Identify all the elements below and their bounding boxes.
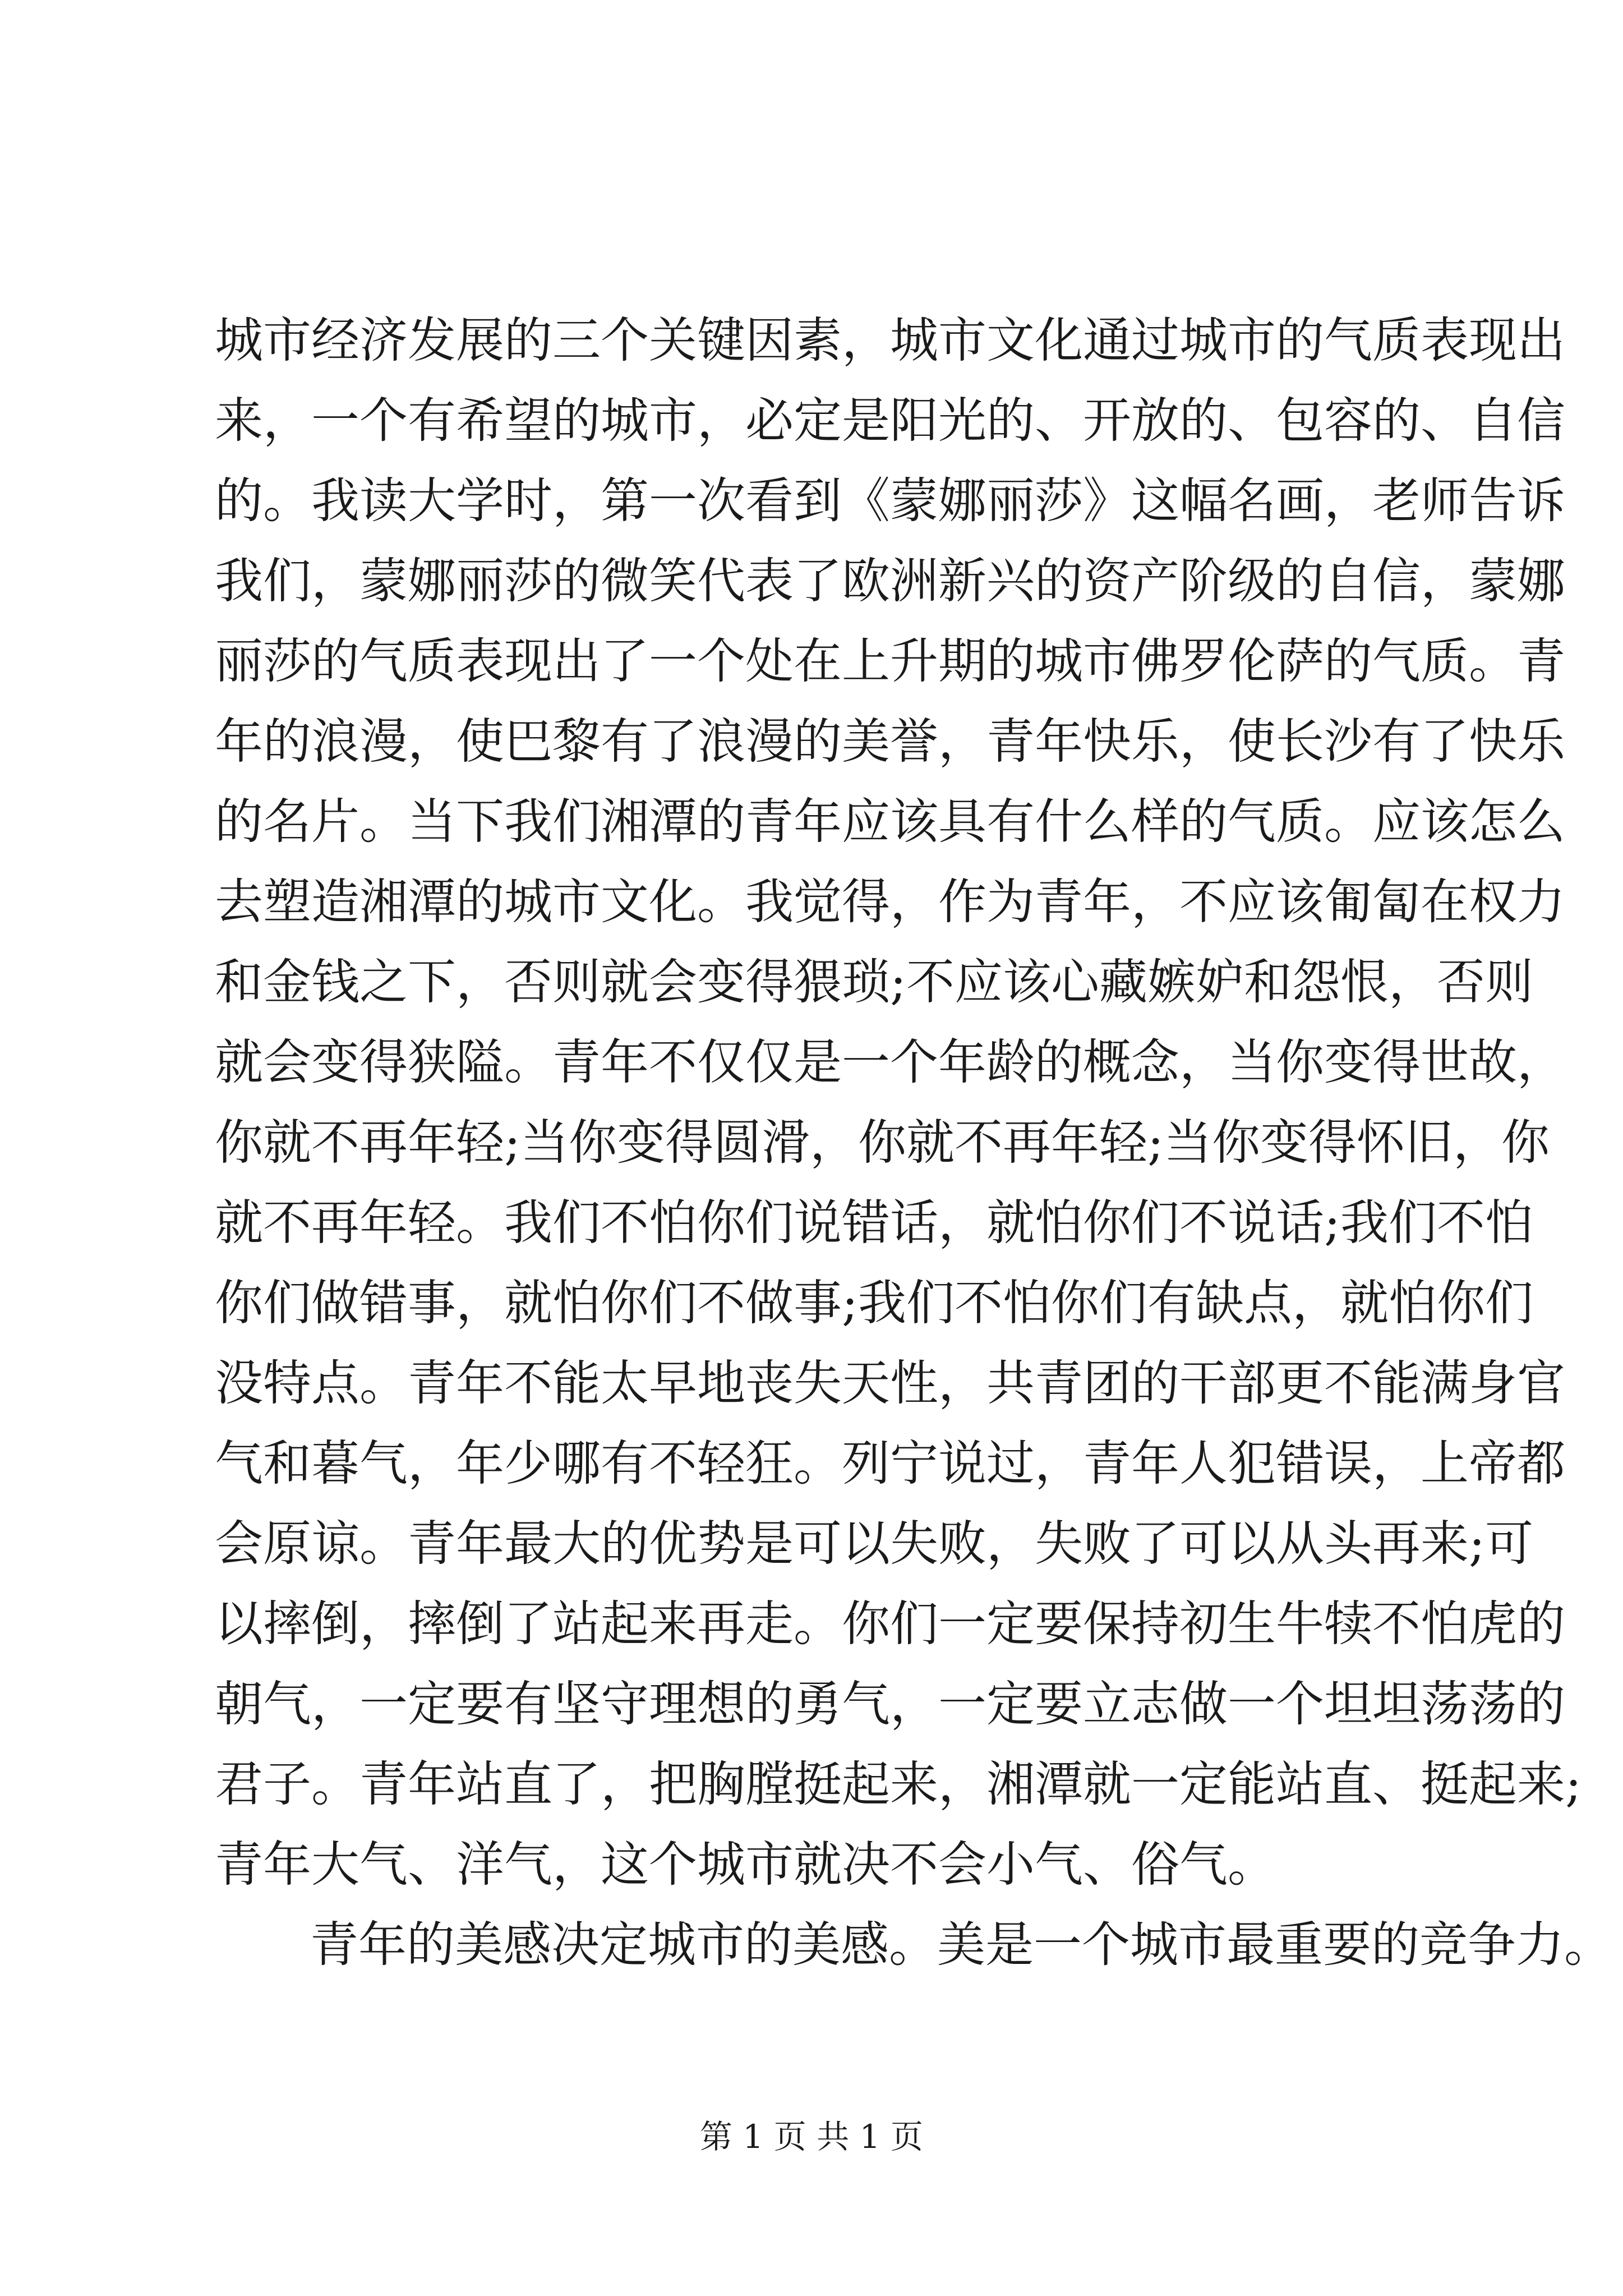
- text-line: 的。我读大学时，第一次看到《蒙娜丽莎》这幅名画，老师告诉: [215, 473, 1565, 529]
- text-line: 年的浪漫，使巴黎有了浪漫的美誉，青年快乐，使长沙有了快乐: [215, 714, 1565, 770]
- text-line: 城市经济发展的三个关键因素，城市文化通过城市的气质表现出: [215, 312, 1565, 369]
- text-line: 就不再年轻。我们不怕你们说错话，就怕你们不说话;我们不怕: [215, 1195, 1533, 1251]
- text-line: 我们，蒙娜丽莎的微笑代表了欧洲新兴的资产阶级的自信，蒙娜: [215, 553, 1565, 609]
- paragraph-first-line: 青年的美感决定城市的美感。美是一个城市最重要的竞争力。: [310, 1917, 1612, 1973]
- text-line: 以摔倒，摔倒了站起来再走。你们一定要保持初生牛犊不怕虎的: [215, 1596, 1565, 1652]
- text-line: 就会变得狭隘。青年不仅仅是一个年龄的概念，当你变得世故，: [215, 1034, 1565, 1091]
- text-line: 的名片。当下我们湘潭的青年应该具有什么样的气质。应该怎么: [215, 794, 1565, 850]
- text-line: 气和暮气，年少哪有不轻狂。列宁说过，青年人犯错误，上帝都: [215, 1435, 1565, 1492]
- page-number-footer: 第 1 页 共 1 页: [700, 2118, 923, 2156]
- body-text: [215, 301, 1612, 1985]
- text-line: 来，一个有希望的城市，必定是阳光的、开放的、包容的、自信: [215, 393, 1565, 449]
- text-line: 你们做错事，就怕你们不做事;我们不怕你们有缺点，就怕你们: [215, 1275, 1533, 1331]
- text-line: 君子。青年站直了，把胸膛挺起来，湘潭就一定能站直、挺起来;: [215, 1756, 1581, 1812]
- text-line: 朝气，一定要有坚守理想的勇气，一定要立志做一个坦坦荡荡的: [215, 1676, 1565, 1732]
- text-line: 没特点。青年不能太早地丧失天性，共青团的干部更不能满身官: [215, 1355, 1565, 1411]
- text-line: 会原谅。青年最大的优势是可以失败，失败了可以从头再来;可: [215, 1516, 1533, 1572]
- text-line: 青年大气、洋气，这个城市就决不会小气、俗气。: [215, 1837, 1276, 1893]
- text-line: 和金钱之下，否则就会变得猥琐;不应该心藏嫉妒和怨恨，否则: [215, 954, 1533, 1010]
- text-line: 去塑造湘潭的城市文化。我觉得，作为青年，不应该匍匐在权力: [215, 874, 1565, 930]
- text-line: 你就不再年轻;当你变得圆滑，你就不再年轻;当你变得怀旧，你: [215, 1115, 1550, 1171]
- text-line: 丽莎的气质表现出了一个处在上升期的城市佛罗伦萨的气质。青: [215, 633, 1565, 689]
